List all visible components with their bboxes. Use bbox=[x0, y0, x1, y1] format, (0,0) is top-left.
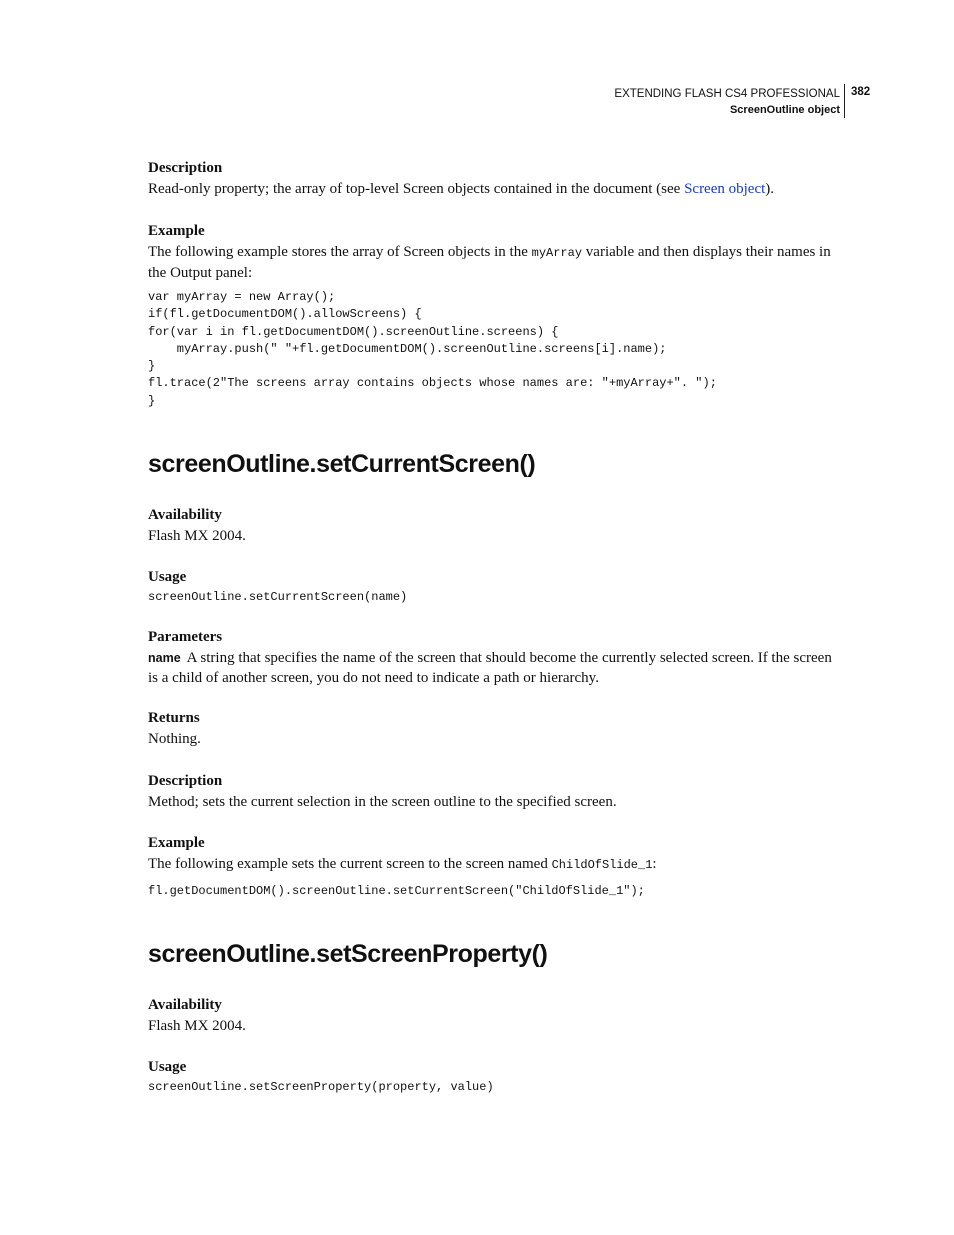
header-divider bbox=[844, 84, 845, 118]
parameter-name: name bbox=[148, 651, 181, 665]
section-heading: Example bbox=[148, 223, 205, 239]
inline-code: ChildOfSlide_1 bbox=[551, 858, 653, 872]
screens-example bbox=[148, 221, 840, 283]
example-code: fl.getDocumentDOM().screenOutline.setCurrentScreen("ChildOfSlide_1"); bbox=[148, 884, 645, 898]
page-number: 382 bbox=[851, 86, 871, 98]
screens-description bbox=[148, 158, 848, 199]
page-title: screenOutline.setCurrentScreen() bbox=[148, 450, 536, 478]
page-title: screenOutline.setScreenProperty() bbox=[148, 940, 548, 968]
section-title: ScreenOutline object bbox=[729, 104, 840, 116]
parameter-text: name A string that specifies the name of the screen that should become the currently selected screen. If the screen is a child of another screen, you do not need to indicate a path or hierarchy. bbox=[148, 650, 832, 686]
book-title: EXTENDING FLASH CS4 PROFESSIONAL bbox=[614, 88, 840, 100]
method-title bbox=[148, 940, 848, 969]
parameters-section bbox=[148, 627, 840, 688]
example-text: The following example sets the current screen to the screen named ChildOfSlide_1: bbox=[148, 856, 657, 872]
code-block bbox=[148, 289, 848, 410]
description-text: Method; sets the current selection in the screen outline to the specified screen. bbox=[148, 794, 617, 810]
usage-code: screenOutline.setScreenProperty(property, value) bbox=[148, 1080, 494, 1094]
description-section bbox=[148, 771, 848, 812]
code-line: myArray.push(" "+fl.getDocumentDOM().screenOutline.screens[i].name); bbox=[148, 341, 667, 356]
description-text: Read-only property; the array of top-level Screen objects contained in the document (see Screen object). bbox=[148, 181, 775, 197]
code-line: for(var i in fl.getDocumentDOM().screenOutline.screens) { bbox=[148, 324, 559, 339]
example-text: The following example stores the array of Screen objects in the myArray variable and then displays their names in the Output panel: bbox=[148, 244, 831, 281]
section-heading: Description bbox=[148, 160, 223, 176]
running-header bbox=[614, 86, 840, 118]
code-line: if(fl.getDocumentDOM().allowScreens) { bbox=[148, 307, 422, 322]
usage-code: screenOutline.setCurrentScreen(name) bbox=[148, 590, 408, 604]
section-heading: Description bbox=[148, 773, 223, 789]
code-line: } bbox=[148, 393, 156, 408]
inline-code: myArray bbox=[531, 246, 583, 260]
availability-text: Flash MX 2004. bbox=[148, 528, 246, 544]
method-title bbox=[148, 450, 848, 479]
section-heading: Example bbox=[148, 835, 205, 851]
code-line: var myArray = new Array(); bbox=[148, 290, 336, 304]
section-heading: Parameters bbox=[148, 629, 223, 645]
screen-object-link[interactable]: Screen object bbox=[684, 181, 766, 197]
section-heading: Usage bbox=[148, 569, 187, 585]
section-heading: Usage bbox=[148, 1059, 187, 1075]
usage-section bbox=[148, 567, 848, 606]
example-section bbox=[148, 833, 848, 900]
availability-text: Flash MX 2004. bbox=[148, 1018, 246, 1034]
code-line: fl.trace(2"The screens array contains objects whose names are: "+myArray+". "); bbox=[148, 376, 717, 391]
section-heading: Availability bbox=[148, 507, 222, 523]
availability-section bbox=[148, 995, 848, 1036]
usage-section bbox=[148, 1057, 848, 1096]
section-heading: Returns bbox=[148, 710, 200, 726]
code-line: } bbox=[148, 359, 156, 374]
returns-section bbox=[148, 708, 848, 749]
availability-section bbox=[148, 505, 848, 546]
section-heading: Availability bbox=[148, 997, 222, 1013]
returns-text: Nothing. bbox=[148, 731, 201, 747]
